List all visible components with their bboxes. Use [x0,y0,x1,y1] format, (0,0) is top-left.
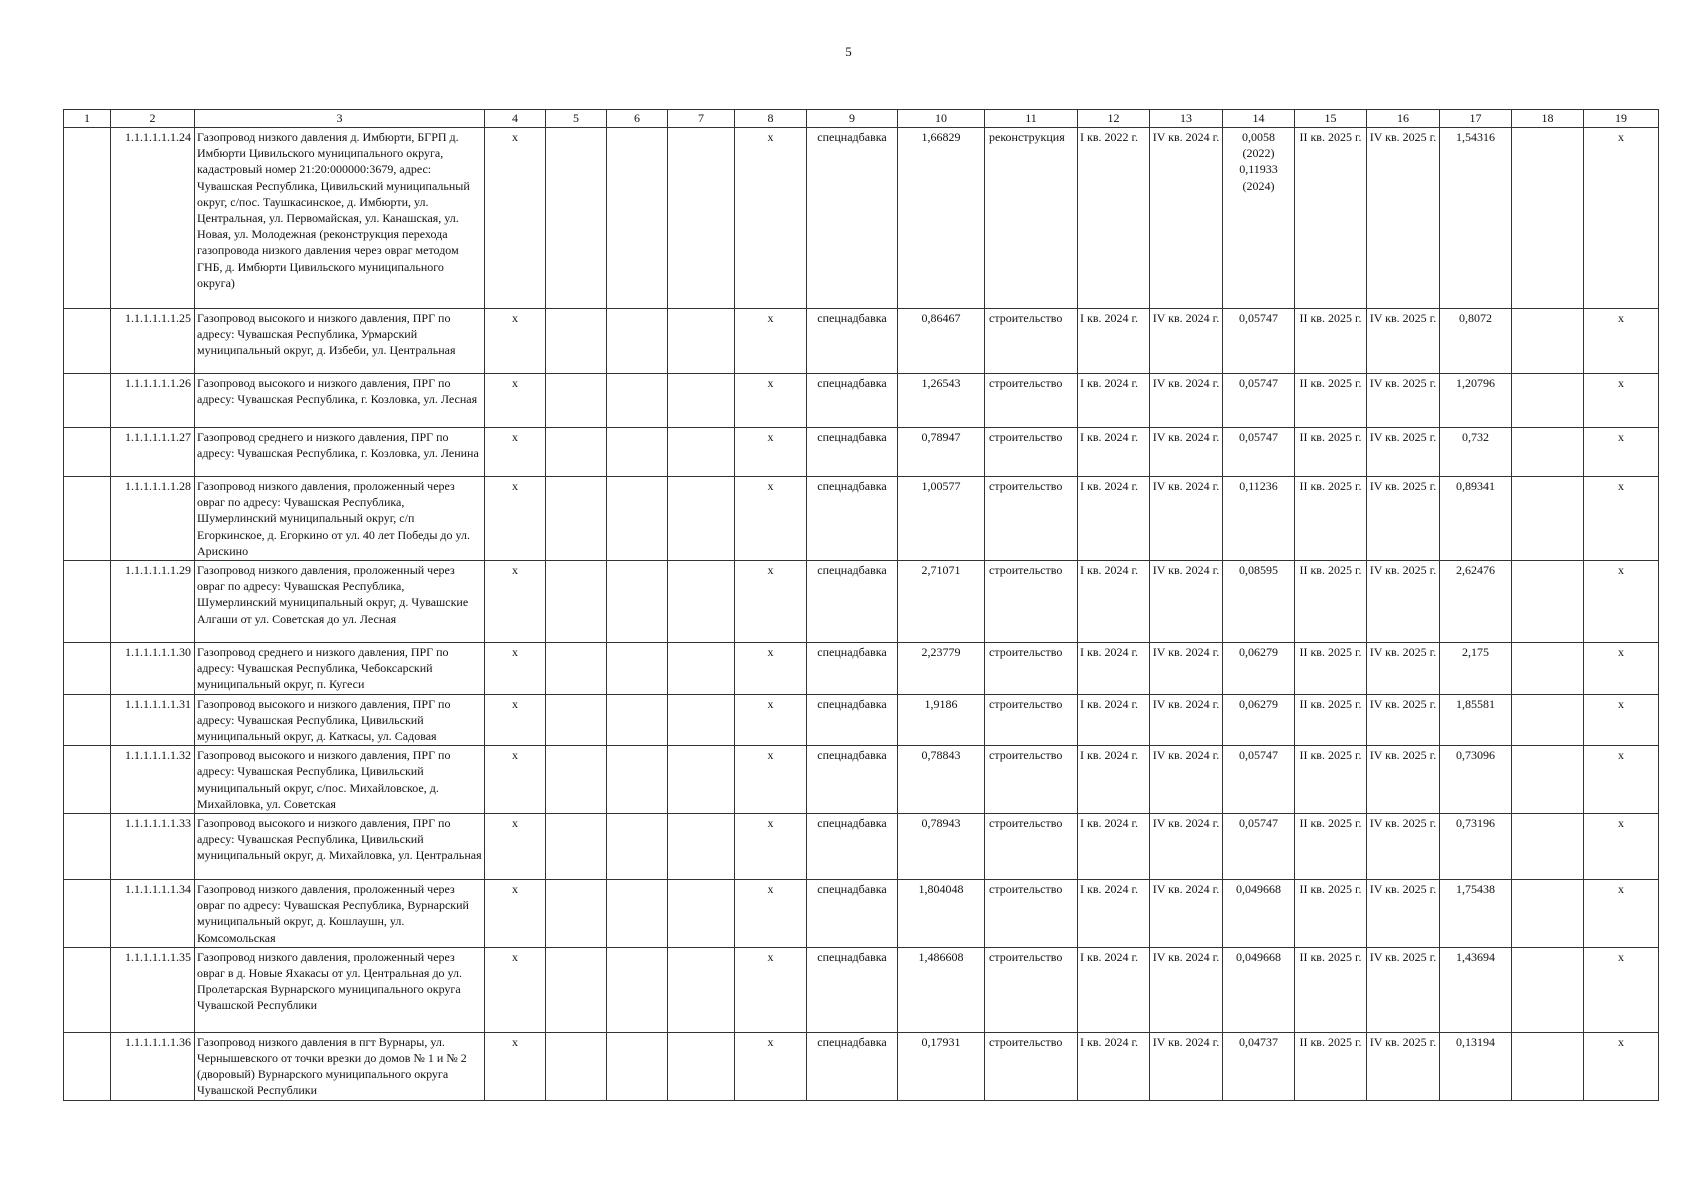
end-date: IV кв. 2024 г. [1150,309,1223,374]
work-type: строительство [985,947,1078,1032]
end-date: IV кв. 2024 г. [1150,428,1223,477]
item-code: 1.1.1.1.1.1.35 [111,947,195,1032]
value-cell: 0,73096 [1440,746,1512,814]
empty-cell [607,477,668,561]
column-header: 9 [807,110,898,128]
empty-cell [668,814,735,880]
empty-cell [1512,309,1584,374]
object-description: Газопровод низкого давления, проложенный через овраг по адресу: Чувашская Республика, Шумерлинский муниципальный округ, с/п Егоркинское, д. Егоркино от ул. 40 лет Победы до ул. Арискино [195,477,485,561]
empty-cell [1512,947,1584,1032]
date-cell: II кв. 2025 г. [1295,880,1367,948]
value-cell: 1,804048 [898,880,985,948]
object-description: Газопровод низкого давления, проложенный через овраг по адресу: Чувашская Республика, Вурнарский муниципальный округ, д. Кошлаушн, ул. Комсомольская [195,880,485,948]
empty-cell [64,128,111,309]
mark-cell: х [1584,128,1659,309]
empty-cell [668,561,735,643]
column-header: 14 [1223,110,1295,128]
funding-source: спецнадбавка [807,694,898,746]
start-date: I кв. 2024 г. [1078,643,1150,695]
date-cell: II кв. 2025 г. [1295,309,1367,374]
empty-cell [607,309,668,374]
value-cell: 2,62476 [1440,561,1512,643]
funding-source: спецнадбавка [807,374,898,428]
end-date: IV кв. 2024 г. [1150,643,1223,695]
start-date: I кв. 2024 г. [1078,374,1150,428]
mark-cell: х [1584,428,1659,477]
empty-cell [1512,814,1584,880]
empty-cell [668,947,735,1032]
item-code: 1.1.1.1.1.1.28 [111,477,195,561]
value-cell: 0,06279 [1223,694,1295,746]
end-date: IV кв. 2024 г. [1150,947,1223,1032]
work-type: строительство [985,880,1078,948]
mark-cell: х [485,694,546,746]
mark-cell: х [485,561,546,643]
value-cell: 0,06279 [1223,643,1295,695]
work-type: строительство [985,746,1078,814]
empty-cell [64,746,111,814]
object-description: Газопровод низкого давления, проложенный через овраг в д. Новые Яхакасы от ул. Центральная до ул. Пролетарская Вурнарского муниципального округа Чувашской Республики [195,947,485,1032]
value-cell: 1,43694 [1440,947,1512,1032]
empty-cell [64,947,111,1032]
table-row [64,428,1659,477]
start-date: I кв. 2022 г. [1078,128,1150,309]
start-date: I кв. 2024 г. [1078,309,1150,374]
funding-source: спецнадбавка [807,309,898,374]
empty-cell [1512,1032,1584,1100]
end-date: IV кв. 2024 г. [1150,694,1223,746]
empty-cell [1512,746,1584,814]
table-row [64,694,1659,746]
mark-cell: х [1584,814,1659,880]
mark-cell: х [1584,643,1659,695]
value-cell: 0,8072 [1440,309,1512,374]
object-description: Газопровод среднего и низкого давления, ПРГ по адресу: Чувашская Республика, г. Козловка, ул. Ленина [195,428,485,477]
value-cell: 1,26543 [898,374,985,428]
funding-source: спецнадбавка [807,880,898,948]
empty-cell [546,947,607,1032]
empty-cell [1512,477,1584,561]
mark-cell: х [735,694,807,746]
date-cell: II кв. 2025 г. [1295,694,1367,746]
value-cell: 0,049668 [1223,947,1295,1032]
mark-cell: х [485,880,546,948]
mark-cell: х [735,428,807,477]
date-cell: II кв. 2025 г. [1295,477,1367,561]
work-type: строительство [985,1032,1078,1100]
empty-cell [546,128,607,309]
date-cell: IV кв. 2025 г. [1367,814,1440,880]
column-header: 18 [1512,110,1584,128]
empty-cell [64,694,111,746]
start-date: I кв. 2024 г. [1078,814,1150,880]
end-date: IV кв. 2024 г. [1150,374,1223,428]
empty-cell [607,428,668,477]
object-description: Газопровод высокого и низкого давления, ПРГ по адресу: Чувашская Республика, Цивильский муниципальный округ, д. Михайловка, ул. Центральная [195,814,485,880]
empty-cell [1512,128,1584,309]
funding-source: спецнадбавка [807,561,898,643]
empty-cell [546,1032,607,1100]
column-header: 13 [1150,110,1223,128]
funding-source: спецнадбавка [807,947,898,1032]
value-cell: 0,08595 [1223,561,1295,643]
value-cell: 1,85581 [1440,694,1512,746]
work-type: строительство [985,428,1078,477]
column-header: 6 [607,110,668,128]
work-type: строительство [985,643,1078,695]
empty-cell [1512,374,1584,428]
end-date: IV кв. 2024 г. [1150,128,1223,309]
investment-program-table [63,109,1659,1101]
column-header: 12 [1078,110,1150,128]
work-type: строительство [985,374,1078,428]
item-code: 1.1.1.1.1.1.29 [111,561,195,643]
value-cell: 0,0058 (2022) 0,11933 (2024) [1223,128,1295,309]
empty-cell [1512,880,1584,948]
table-row [64,880,1659,948]
empty-cell [1512,643,1584,695]
value-cell: 0,78947 [898,428,985,477]
mark-cell: х [1584,561,1659,643]
item-code: 1.1.1.1.1.1.32 [111,746,195,814]
mark-cell: х [485,374,546,428]
value-cell: 0,04737 [1223,1032,1295,1100]
table-row [64,374,1659,428]
date-cell: IV кв. 2025 г. [1367,947,1440,1032]
table-row [64,947,1659,1032]
empty-cell [1512,561,1584,643]
mark-cell: х [735,128,807,309]
funding-source: спецнадбавка [807,477,898,561]
table-row [64,477,1659,561]
mark-cell: х [485,746,546,814]
date-cell: IV кв. 2025 г. [1367,561,1440,643]
mark-cell: х [735,309,807,374]
item-code: 1.1.1.1.1.1.31 [111,694,195,746]
empty-cell [607,561,668,643]
mark-cell: х [1584,309,1659,374]
table-row [64,1032,1659,1100]
table-row [64,128,1659,309]
mark-cell: х [485,947,546,1032]
end-date: IV кв. 2024 г. [1150,880,1223,948]
item-code: 1.1.1.1.1.1.27 [111,428,195,477]
value-cell: 1,486608 [898,947,985,1032]
value-cell: 0,73196 [1440,814,1512,880]
date-cell: IV кв. 2025 г. [1367,1032,1440,1100]
mark-cell: х [735,746,807,814]
value-cell: 0,05747 [1223,428,1295,477]
object-description: Газопровод низкого давления в пгт Вурнары, ул. Чернышевского от точки врезки до домов № 1 и № 2 (дворовый) Вурнарского муниципального округа Чувашской Республики [195,1032,485,1100]
object-description: Газопровод высокого и низкого давления, ПРГ по адресу: Чувашская Республика, Цивильский муниципальный округ, с/пос. Михайловское, д. Михайловка, ул. Советская [195,746,485,814]
value-cell: 0,78943 [898,814,985,880]
mark-cell: х [485,309,546,374]
mark-cell: х [1584,694,1659,746]
empty-cell [607,746,668,814]
object-description: Газопровод высокого и низкого давления, ПРГ по адресу: Чувашская Республика, Цивильский муниципальный округ, д. Каткасы, ул. Садовая [195,694,485,746]
mark-cell: х [1584,746,1659,814]
value-cell: 1,54316 [1440,128,1512,309]
empty-cell [64,477,111,561]
date-cell: II кв. 2025 г. [1295,561,1367,643]
column-header: 17 [1440,110,1512,128]
funding-source: спецнадбавка [807,128,898,309]
mark-cell: х [735,374,807,428]
work-type: строительство [985,561,1078,643]
work-type: строительство [985,309,1078,374]
empty-cell [546,746,607,814]
empty-cell [668,309,735,374]
funding-source: спецнадбавка [807,1032,898,1100]
table-row [64,746,1659,814]
item-code: 1.1.1.1.1.1.36 [111,1032,195,1100]
empty-cell [546,477,607,561]
date-cell: II кв. 2025 г. [1295,1032,1367,1100]
table-row [64,814,1659,880]
item-code: 1.1.1.1.1.1.30 [111,643,195,695]
empty-cell [607,694,668,746]
mark-cell: х [735,947,807,1032]
object-description: Газопровод низкого давления д. Имбюрти, БГРП д. Имбюрти Цивильского муниципального округа, кадастровый номер 21:20:000000:3679, адрес: Чувашская Республика, Цивильский муниципальный округ, с/пос. Таушкасинское, д. Имбюрти, ул. Центральная, ул. Первомайская, ул. Канашская, ул. Новая, ул. Молодежная (реконструкция перехода газопровода низкого давления через овраг методом ГНБ, д. Имбюрти Цивильского муниципального округа) [195,128,485,309]
table-row [64,561,1659,643]
date-cell: IV кв. 2025 г. [1367,746,1440,814]
mark-cell: х [1584,477,1659,561]
mark-cell: х [485,477,546,561]
value-cell: 0,89341 [1440,477,1512,561]
mark-cell: х [1584,1032,1659,1100]
empty-cell [668,643,735,695]
empty-cell [546,428,607,477]
end-date: IV кв. 2024 г. [1150,814,1223,880]
object-description: Газопровод низкого давления, проложенный через овраг по адресу: Чувашская Республика, Шумерлинский муниципальный округ, д. Чувашские Алгаши от ул. Советская до ул. Лесная [195,561,485,643]
value-cell: 0,05747 [1223,746,1295,814]
column-header: 10 [898,110,985,128]
empty-cell [668,128,735,309]
date-cell: IV кв. 2025 г. [1367,880,1440,948]
column-header: 1 [64,110,111,128]
value-cell: 2,175 [1440,643,1512,695]
column-header: 5 [546,110,607,128]
end-date: IV кв. 2024 г. [1150,561,1223,643]
work-type: строительство [985,814,1078,880]
mark-cell: х [1584,947,1659,1032]
date-cell: II кв. 2025 г. [1295,814,1367,880]
object-description: Газопровод высокого и низкого давления, ПРГ по адресу: Чувашская Республика, г. Козловка, ул. Лесная [195,374,485,428]
empty-cell [546,694,607,746]
value-cell: 0,78843 [898,746,985,814]
column-header: 7 [668,110,735,128]
start-date: I кв. 2024 г. [1078,947,1150,1032]
empty-cell [668,428,735,477]
empty-cell [607,880,668,948]
empty-cell [668,746,735,814]
funding-source: спецнадбавка [807,428,898,477]
item-code: 1.1.1.1.1.1.33 [111,814,195,880]
page-number: 5 [845,44,852,59]
column-header: 19 [1584,110,1659,128]
funding-source: спецнадбавка [807,643,898,695]
value-cell: 1,20796 [1440,374,1512,428]
empty-cell [546,374,607,428]
start-date: I кв. 2024 г. [1078,746,1150,814]
mark-cell: х [735,477,807,561]
value-cell: 0,17931 [898,1032,985,1100]
empty-cell [64,814,111,880]
empty-cell [64,643,111,695]
empty-cell [607,947,668,1032]
item-code: 1.1.1.1.1.1.24 [111,128,195,309]
item-code: 1.1.1.1.1.1.34 [111,880,195,948]
value-cell: 2,71071 [898,561,985,643]
empty-cell [64,1032,111,1100]
column-header: 2 [111,110,195,128]
empty-cell [546,561,607,643]
column-header: 15 [1295,110,1367,128]
table-row [64,309,1659,374]
start-date: I кв. 2024 г. [1078,880,1150,948]
column-number-row [64,110,1659,128]
value-cell: 1,9186 [898,694,985,746]
column-header: 4 [485,110,546,128]
value-cell: 1,00577 [898,477,985,561]
value-cell: 1,75438 [1440,880,1512,948]
empty-cell [546,880,607,948]
item-code: 1.1.1.1.1.1.26 [111,374,195,428]
mark-cell: х [485,428,546,477]
work-type: строительство [985,694,1078,746]
value-cell: 0,11236 [1223,477,1295,561]
empty-cell [64,428,111,477]
column-header: 11 [985,110,1078,128]
mark-cell: х [485,1032,546,1100]
value-cell: 0,049668 [1223,880,1295,948]
work-type: строительство [985,477,1078,561]
mark-cell: х [735,561,807,643]
date-cell: IV кв. 2025 г. [1367,428,1440,477]
mark-cell: х [485,814,546,880]
date-cell: IV кв. 2025 г. [1367,477,1440,561]
mark-cell: х [735,1032,807,1100]
table-body [64,128,1659,1101]
empty-cell [1512,428,1584,477]
table-row [64,643,1659,695]
start-date: I кв. 2024 г. [1078,1032,1150,1100]
item-code: 1.1.1.1.1.1.25 [111,309,195,374]
empty-cell [607,814,668,880]
empty-cell [1512,694,1584,746]
date-cell: II кв. 2025 г. [1295,428,1367,477]
end-date: IV кв. 2024 г. [1150,746,1223,814]
mark-cell: х [1584,880,1659,948]
column-header: 8 [735,110,807,128]
date-cell: IV кв. 2025 г. [1367,694,1440,746]
mark-cell: х [735,814,807,880]
column-header: 16 [1367,110,1440,128]
work-type: реконструкция [985,128,1078,309]
mark-cell: х [735,880,807,948]
empty-cell [546,309,607,374]
start-date: I кв. 2024 г. [1078,694,1150,746]
funding-source: спецнадбавка [807,746,898,814]
date-cell: IV кв. 2025 г. [1367,374,1440,428]
value-cell: 0,13194 [1440,1032,1512,1100]
value-cell: 0,05747 [1223,374,1295,428]
value-cell: 0,05747 [1223,309,1295,374]
start-date: I кв. 2024 г. [1078,477,1150,561]
value-cell: 0,05747 [1223,814,1295,880]
empty-cell [607,128,668,309]
date-cell: IV кв. 2025 г. [1367,643,1440,695]
empty-cell [668,1032,735,1100]
empty-cell [668,477,735,561]
empty-cell [668,374,735,428]
empty-cell [607,643,668,695]
date-cell: IV кв. 2025 г. [1367,309,1440,374]
mark-cell: х [485,643,546,695]
empty-cell [668,880,735,948]
mark-cell: х [1584,374,1659,428]
value-cell: 0,732 [1440,428,1512,477]
empty-cell [64,309,111,374]
empty-cell [607,374,668,428]
start-date: I кв. 2024 г. [1078,428,1150,477]
value-cell: 1,66829 [898,128,985,309]
empty-cell [546,814,607,880]
date-cell: II кв. 2025 г. [1295,374,1367,428]
end-date: IV кв. 2024 г. [1150,1032,1223,1100]
empty-cell [546,643,607,695]
column-header: 3 [195,110,485,128]
mark-cell: х [485,128,546,309]
date-cell: II кв. 2025 г. [1295,947,1367,1032]
date-cell: II кв. 2025 г. [1295,746,1367,814]
empty-cell [64,561,111,643]
start-date: I кв. 2024 г. [1078,561,1150,643]
date-cell: II кв. 2025 г. [1295,128,1367,309]
empty-cell [64,880,111,948]
funding-source: спецнадбавка [807,814,898,880]
end-date: IV кв. 2024 г. [1150,477,1223,561]
value-cell: 0,86467 [898,309,985,374]
value-cell: 2,23779 [898,643,985,695]
object-description: Газопровод среднего и низкого давления, ПРГ по адресу: Чувашская Республика, Чебоксарский муниципальный округ, п. Кугеси [195,643,485,695]
empty-cell [668,694,735,746]
object-description: Газопровод высокого и низкого давления, ПРГ по адресу: Чувашская Республика, Урмарский муниципальный округ, д. Избеби, ул. Центральная [195,309,485,374]
date-cell: IV кв. 2025 г. [1367,128,1440,309]
empty-cell [64,374,111,428]
mark-cell: х [735,643,807,695]
date-cell: II кв. 2025 г. [1295,643,1367,695]
empty-cell [607,1032,668,1100]
